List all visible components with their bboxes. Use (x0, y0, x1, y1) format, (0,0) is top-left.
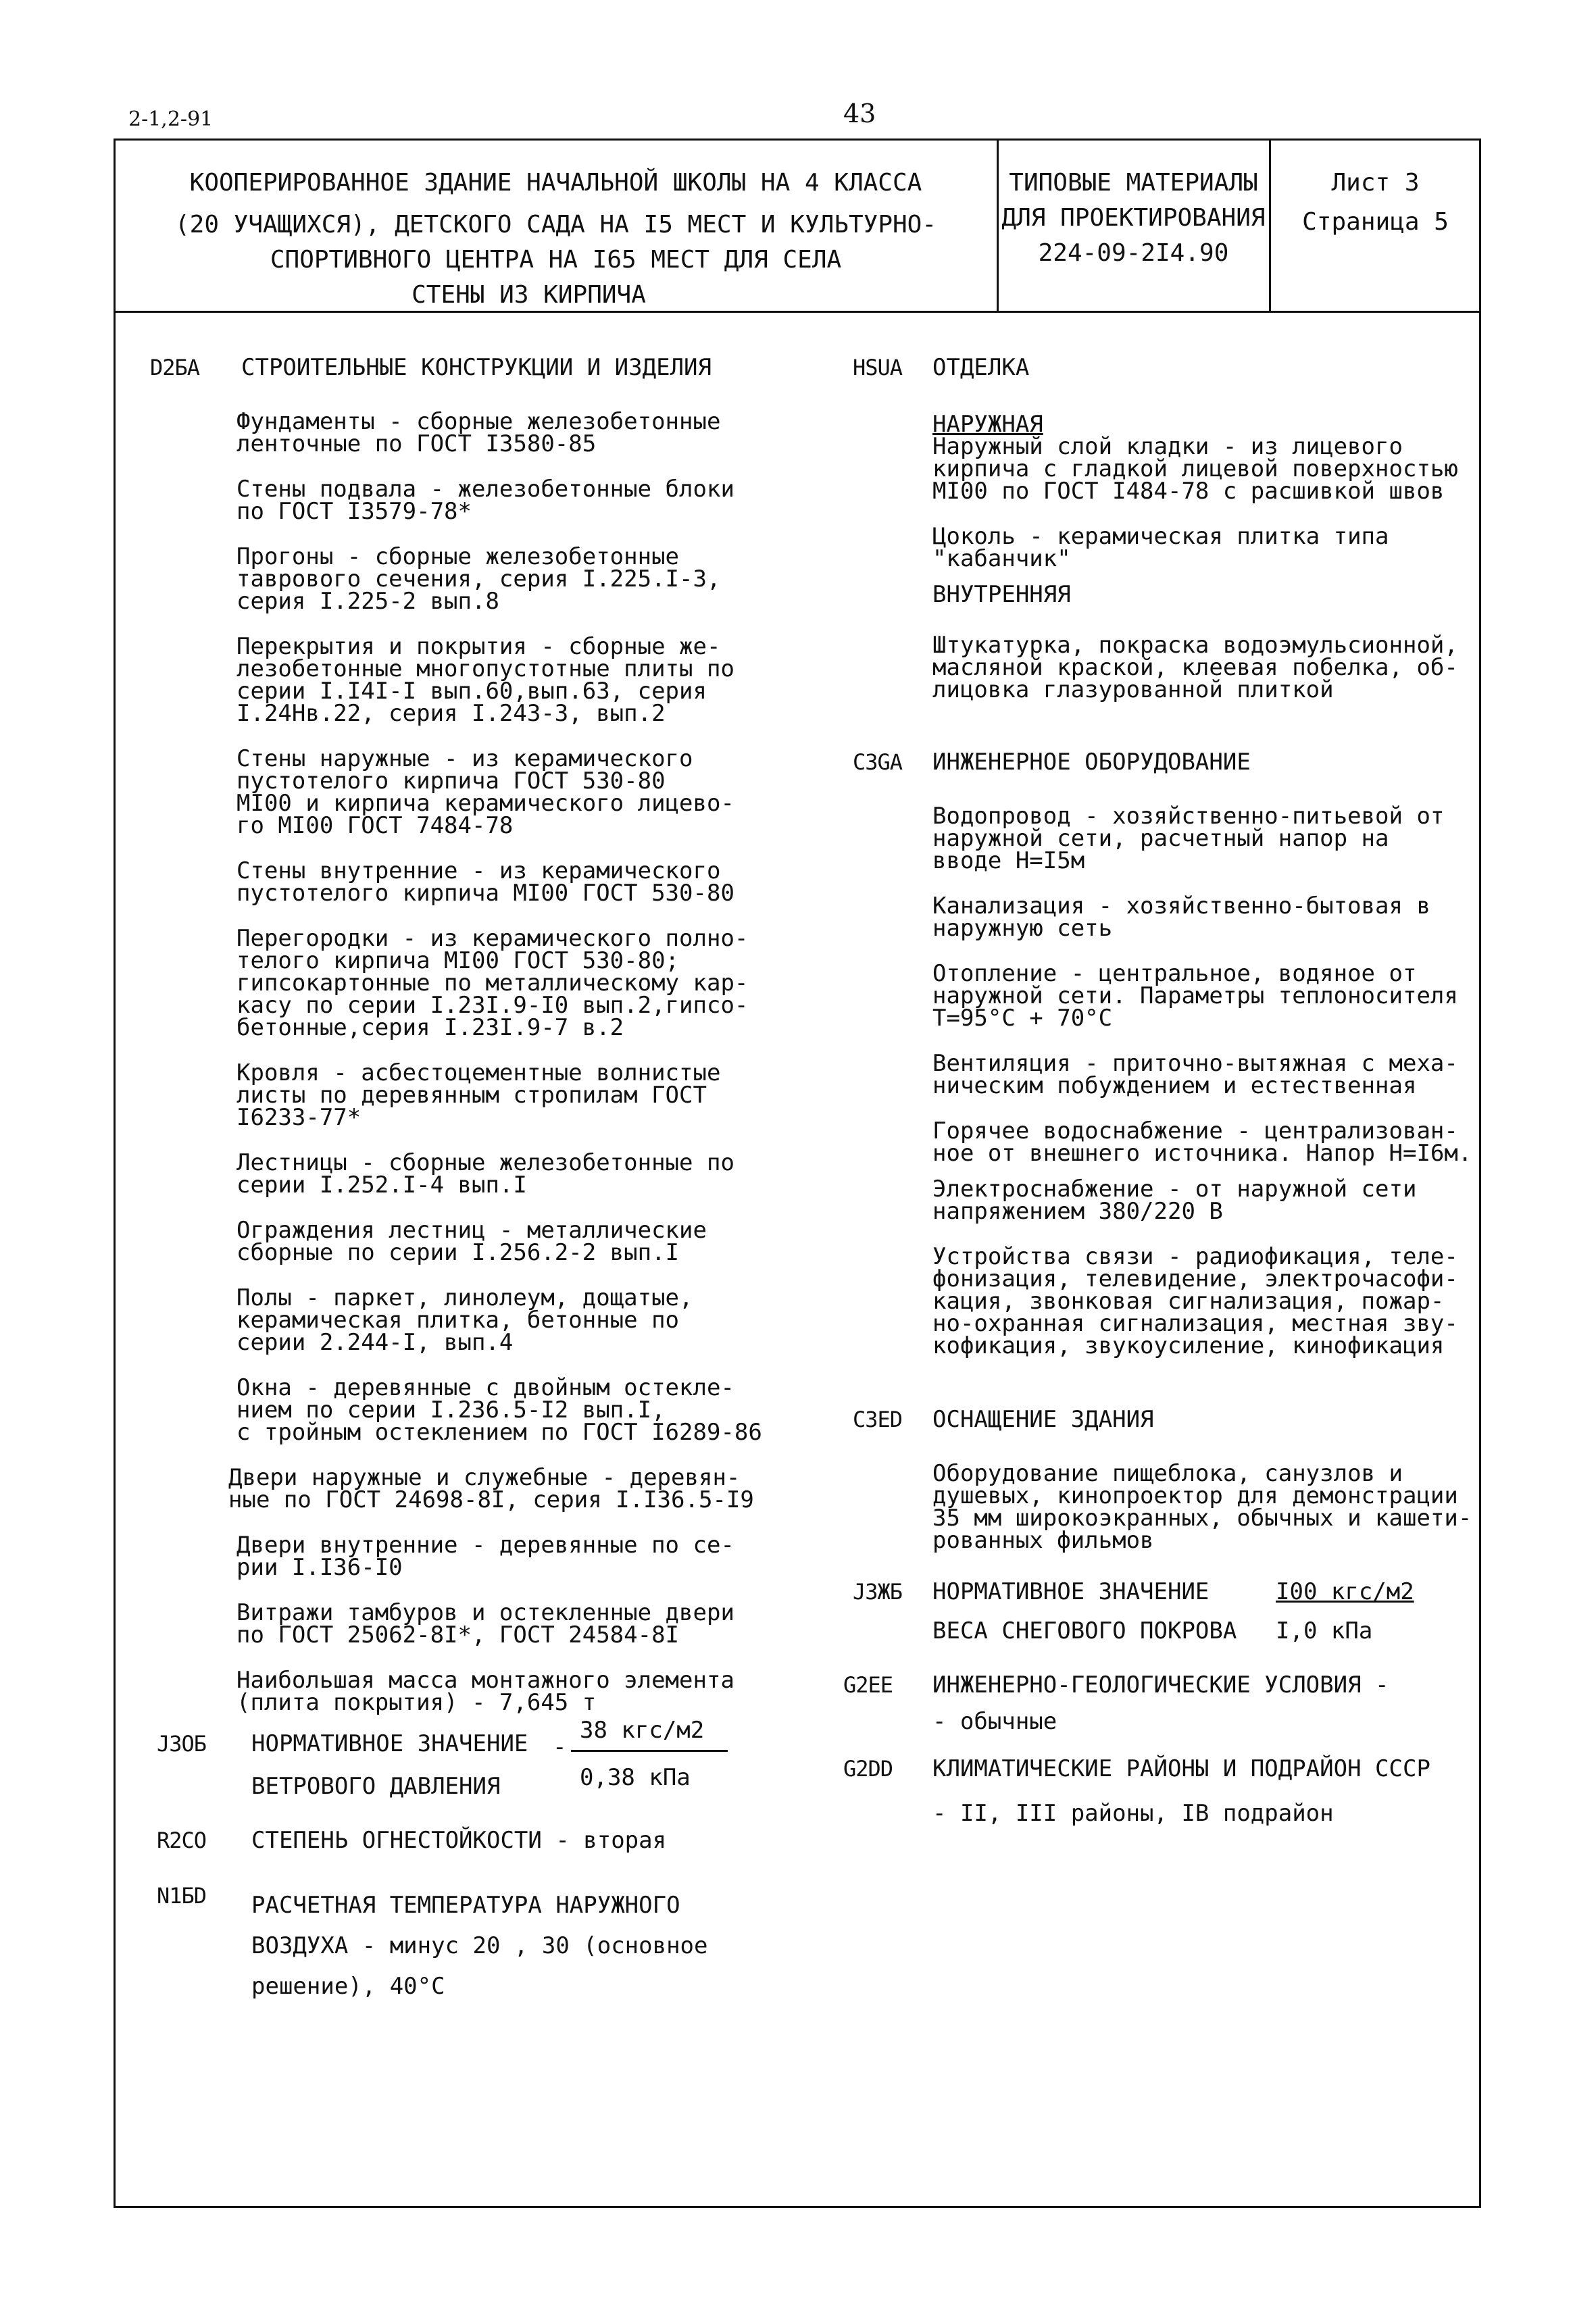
equip-title: ОСНАЩЕНИЕ ЗДАНИЯ (932, 1406, 1154, 1433)
header-title (118, 166, 993, 313)
fire-code: R2CO (157, 1828, 207, 1853)
list-item: Фундаменты - сборные железобетонные ленточные по ГОСТ I3580-85 (236, 408, 721, 457)
header-title-line-4: СТЕНЫ ИЗ КИРПИЧА (412, 281, 646, 309)
header-col-divider-2 (1269, 139, 1271, 313)
snow-label-2: ВЕСА СНЕГОВОГО ПОКРОВА (932, 1617, 1237, 1644)
geo-code: G2EE (843, 1672, 893, 1698)
sheet-label: Лист 3 (1331, 169, 1420, 197)
wind-code: J3OБ (157, 1731, 207, 1757)
list-item: Лестницы - сборные железобетонные по серии I.252.I-4 вып.I (236, 1149, 734, 1199)
list-item: Окна - деревянные с двойным остекле- нием по серии I.236.5-I2 вып.I, с тройным остеклением по ГОСТ I6289-86 (236, 1374, 762, 1446)
list-item: Горячее водоснабжение - централизован- ное от внешнего источника. Напор Н=I6м. (932, 1117, 1472, 1167)
header-sheet-info (1272, 166, 1478, 240)
page-label: Страница 5 (1302, 208, 1449, 236)
page-number: 43 (843, 99, 876, 128)
equip-text: Оборудование пищеблока, санузлов и душевых, кинопроектор для демонстрации 35 мм широкоэкранных, обычных и кашети- рованных фильмов (932, 1460, 1472, 1554)
list-item: Вентиляция - приточно-вытяжная с меха- ническим побуждением и естественная (932, 1050, 1458, 1099)
outer-title: НАРУЖНАЯ (932, 411, 1043, 438)
wind-label-2: ВЕТРОВОГО ДАВЛЕНИЯ (251, 1773, 501, 1800)
climate-label-2: - II, III районы, IВ подрайон (932, 1800, 1334, 1827)
list-item: Перегородки - из керамического полно- телого кирпича МI00 ГОСТ 530-80; гипсокартонные по металлическому кар- касу по серии I.23I.9-I0 вып.2,гипсо- бетонные,серия I.23I.9-7 в.2 (236, 925, 749, 1041)
materials-line-1: ТИПОВЫЕ МАТЕРИАЛЫ (1009, 169, 1258, 197)
temp-code: N1БD (157, 1883, 207, 1909)
inner-title: ВНУТРЕННЯЯ (932, 581, 1071, 608)
list-item: Витражи тамбуров и остекленные двери по ГОСТ 25062-8I*, ГОСТ 24584-8I (236, 1599, 734, 1649)
construct-list (228, 408, 831, 1716)
eng-title: ИНЖЕНЕРНОЕ ОБОРУДОВАНИЕ (932, 749, 1251, 776)
wind-numerator: 38 кгс/м2 (580, 1717, 705, 1744)
eng-list (932, 805, 1473, 1357)
geo-label-2: - обычные (932, 1708, 1057, 1735)
list-item: Кровля - асбестоцементные волнистые листы по деревянным стропилам ГОСТ I6233-77* (236, 1059, 721, 1131)
list-item: Двери наружные и служебные - деревян- ные по ГОСТ 24698-8I, серия I.I36.5-I9 (228, 1464, 754, 1513)
document-code: 2-1,2-91 (128, 107, 214, 131)
list-item: Перекрытия и покрытия - сборные же- лезобетонные многопустотные плиты по серии I.I4I-I вып.60,вып.63, серия I.24Нв.22, серия I.243-3, вып.2 (236, 633, 734, 727)
header-title-line-1: КООПЕРИРОВАННОЕ ЗДАНИЕ НАЧАЛЬНОЙ ШКОЛЫ НА 4 КЛАССА (189, 169, 922, 197)
list-item: Стены внутренние - из керамического пустотелого кирпича МI00 ГОСТ 530-80 (236, 857, 734, 907)
equip-code: C3ED (853, 1407, 903, 1432)
list-item: Наибольшая масса монтажного элемента (плита покрытия) - 7,645 т (236, 1667, 734, 1716)
eng-code: C3GA (853, 749, 903, 775)
snow-value-2: I,0 кПа (1276, 1617, 1373, 1644)
geo-label-1: ИНЖЕНЕРНО-ГЕОЛОГИЧЕСКИЕ УСЛОВИЯ - (932, 1671, 1389, 1699)
finish-block: НАРУЖНАЯ Наружный слой кладки - из лицевого кирпича с гладкой лицевой поверхностью МI00 по ГОСТ I484-78 с расшивкой швов Цоколь - керамическая плитка типа "кабанчик" ВНУТРЕННЯЯ Штукатурка, покраска водоэмульсионной, масляной краской, клеевая побелка, об- лицовка глазурованной плиткой (932, 413, 1466, 701)
materials-line-2: ДЛЯ ПРОЕКТИРОВАНИЯ (1001, 204, 1266, 232)
wind-denominator: 0,38 кПа (580, 1764, 691, 1791)
climate-label-1: КЛИМАТИЧЕСКИЕ РАЙОНЫ И ПОДРАЙОН СССР (932, 1755, 1430, 1782)
construct-title: СТРОИТЕЛЬНЫЕ КОНСТРУКЦИИ И ИЗДЕЛИЯ (241, 354, 712, 381)
wind-label-1: НОРМАТИВНОЕ ЗНАЧЕНИЕ (251, 1730, 528, 1757)
materials-line-3: 224-09-2I4.90 (1038, 239, 1229, 267)
temp-text: РАСЧЕТНАЯ ТЕМПЕРАТУРА НАРУЖНОГО ВОЗДУХА - минус 20 , 30 (основное решение), 40°С (251, 1892, 708, 2000)
wind-dash: - (553, 1734, 567, 1761)
list-item: Прогоны - сборные железобетонные таврового сечения, серия I.225.I-3, серия I.225-2 вып.8 (236, 543, 721, 615)
list-item: Канализация - хозяйственно-бытовая в наружную сеть (932, 892, 1430, 942)
fire-text: СТЕПЕНЬ ОГНЕСТОЙКОСТИ - вторая (251, 1827, 667, 1854)
snow-label-1: НОРМАТИВНОЕ ЗНАЧЕНИЕ (932, 1578, 1210, 1605)
finish-title: ОТДЕЛКА (932, 354, 1030, 381)
list-item: Отопление - центральное, водяное от наружной сети. Параметры теплоносителя Т=95°С + 70°С (932, 960, 1458, 1032)
snow-code: J3ЖБ (853, 1579, 903, 1605)
header-col-divider-1 (997, 139, 999, 313)
list-item: Стены подвала - железобетонные блоки по ГОСТ I3579-78* (236, 476, 734, 525)
list-item: Электроснабжение - от наружной сети напряжением 380/220 В (932, 1176, 1417, 1225)
header-title-line-2: (20 УЧАЩИХСЯ), ДЕТСКОГО САДА НА I5 МЕСТ И КУЛЬТУРНО- (174, 211, 937, 238)
list-item: Двери внутренние - деревянные по се- рии I.I36-I0 (236, 1532, 734, 1581)
list-item: Ограждения лестниц - металлические сборные по серии I.256.2-2 вып.I (236, 1217, 707, 1266)
list-item: Полы - паркет, линолеум, дощатые, керамическая плитка, бетонные по серии 2.244-I, вып.4 (236, 1284, 693, 1356)
snow-value-1: I00 кгс/м2 (1276, 1578, 1414, 1605)
finish-code: HSUA (853, 355, 903, 380)
construct-code: D2БА (150, 355, 200, 380)
climate-code: G2DD (843, 1756, 893, 1782)
list-item: Устройства связи - радиофикация, теле- фонизация, телевидение, электрочасофи- кация, звонковая сигнализация, пожар- но-охранная сигнализация, местная зву- кофикация, звукоусиление, кинофикация (932, 1243, 1458, 1359)
header-title-line-3: СПОРТИВНОГО ЦЕНТРА НА I65 МЕСТ ДЛЯ СЕЛА (270, 246, 842, 274)
list-item: Стены наружные - из керамического пустотелого кирпича ГОСТ 530-80 МI00 и кирпича керамического лицево- го МI00 ГОСТ 7484-78 (236, 745, 734, 839)
header-materials (1000, 166, 1267, 271)
list-item: Водопровод - хозяйственно-питьевой от наружной сети, расчетный напор на вводе Н=I5м (932, 803, 1445, 874)
wind-fraction-line (571, 1750, 728, 1752)
